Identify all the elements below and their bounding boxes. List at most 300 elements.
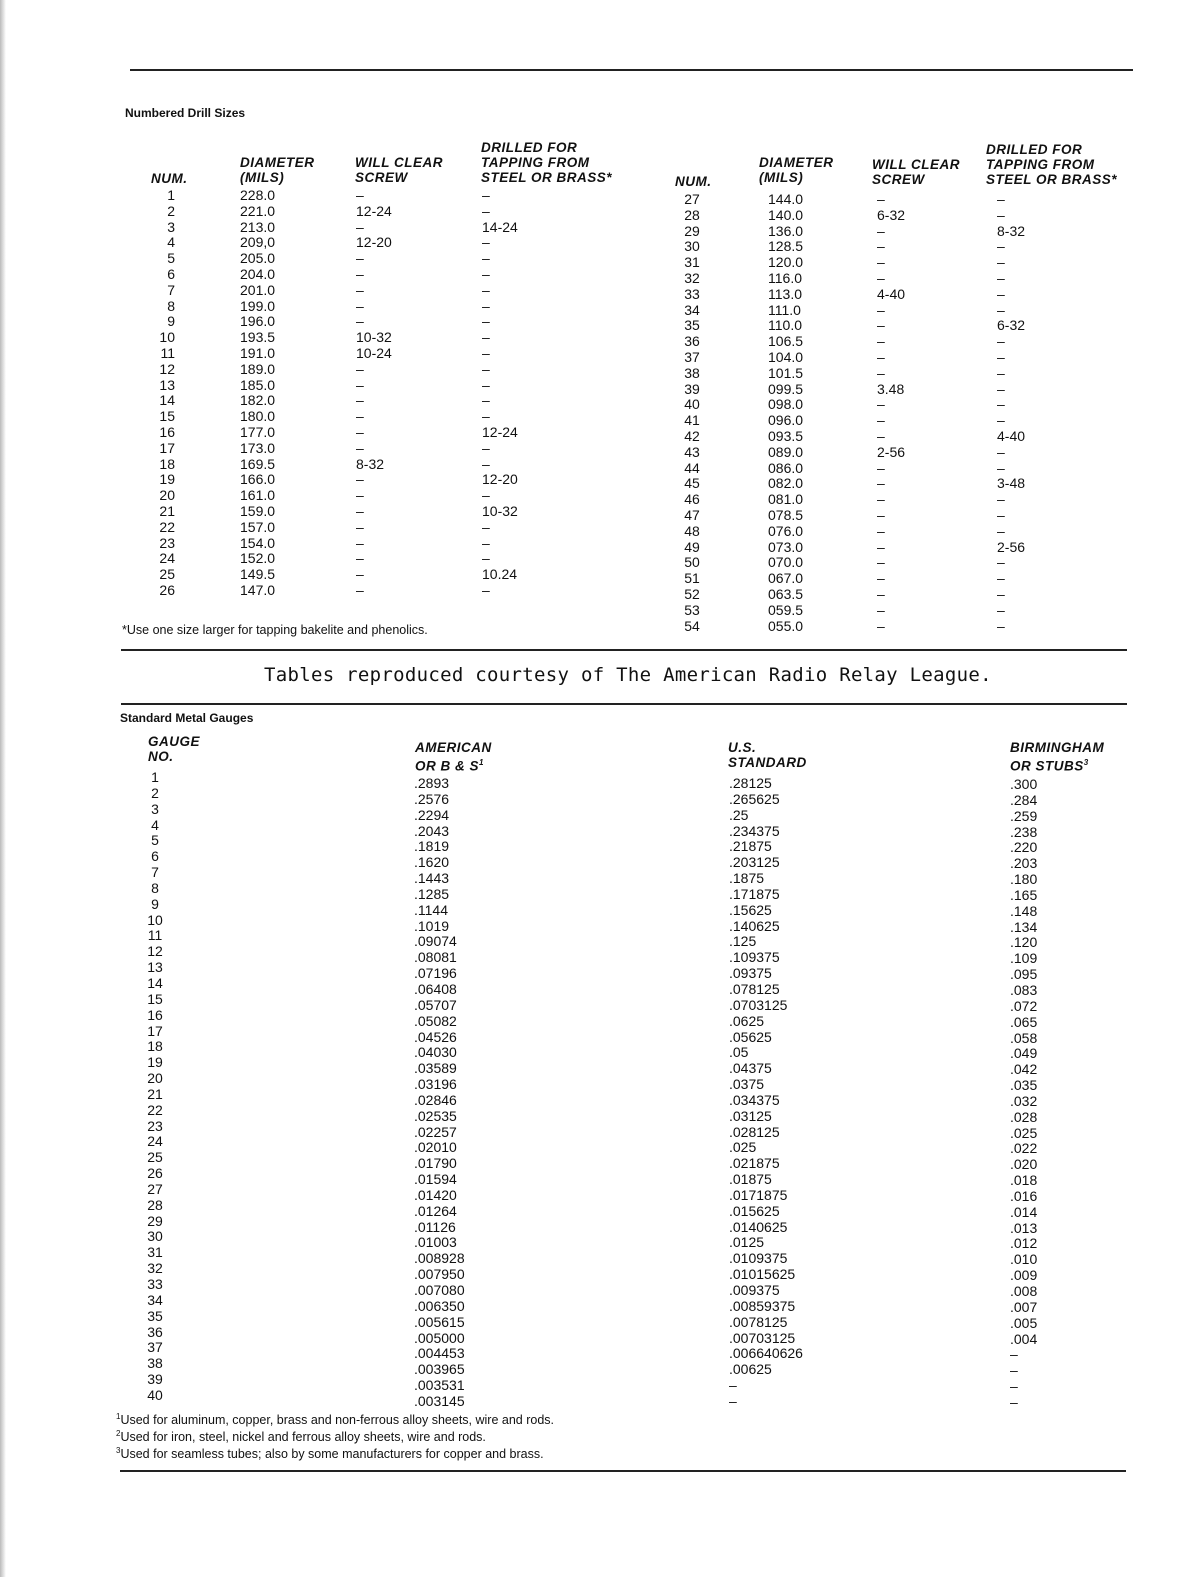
gauge-no-cell: 15 [147,990,163,1007]
gauge-no-cell: 38 [147,1355,163,1372]
drill-clear-cell: – [356,423,364,440]
drill-right-num-column [672,192,712,634]
top-rule [130,69,1133,71]
drill-diameter-cell: 182.0 [240,392,276,409]
gauge-no-cell: 29 [147,1212,163,1229]
drill-right-tap-column [997,192,1077,634]
gauge-us-cell: .140625 [729,917,780,934]
gauge-us-cell: .0375 [729,1076,765,1093]
drill-tap-cell: – [997,380,1005,397]
gauge-us-cell: – [729,1392,737,1409]
drill-diameter-cell: 193.5 [240,329,276,346]
drill-tap-cell: 6-32 [997,317,1026,334]
drill-clear-cell: – [877,317,885,334]
gauge-birmingham-cell: .180 [1010,871,1038,888]
drill-clear-cell: – [356,265,364,282]
drill-num-cell: 10 [159,329,175,346]
drill-right-diameter-column [768,192,848,634]
gauge-no-cell: 6 [151,848,159,865]
gauge-us-cell: .125 [729,933,757,950]
drill-num-cell: 4 [167,234,175,251]
drill-tap-cell: – [997,506,1005,523]
gauge-no-column [140,770,170,1404]
drill-diameter-cell: 177.0 [240,423,276,440]
gauge-american-cell: .2893 [414,775,450,791]
gauge-birmingham-cell: .120 [1010,934,1038,951]
gauge-birmingham-cell: .018 [1010,1172,1038,1189]
gauge-birmingham-cell: .165 [1010,886,1038,903]
drill-clear-cell: – [356,534,364,551]
gauge-no-cell: 19 [147,1054,163,1071]
gauge-us-cell: .234375 [729,822,780,839]
drill-diameter-cell: 128.5 [768,238,804,255]
drill-diameter-cell: 169.5 [240,455,276,472]
gauge-table-title: Standard Metal Gauges [120,711,254,725]
drill-table-title: Numbered Drill Sizes [125,106,246,120]
drill-clear-cell: – [877,522,885,539]
gauge-no-cell: 27 [147,1180,163,1197]
drill-tap-cell: 2-56 [997,538,1026,555]
drill-clear-cell: 3.48 [877,380,905,397]
drill-diameter-cell: 144.0 [768,191,804,207]
drill-num-cell: 24 [159,550,175,567]
gauge-us-cell: .203125 [729,854,780,871]
gauge-birmingham-cell: .238 [1010,823,1038,840]
gauge-no-cell: 25 [147,1149,163,1166]
drill-num-cell: 46 [684,491,700,508]
gauge-header-us: U.S. STANDARD [728,740,807,770]
drill-diameter-cell: 116.0 [768,269,802,286]
gauge-birmingham-cell: .004 [1010,1330,1038,1347]
drill-left-header-num: NUM. [151,171,188,186]
drill-num-cell: 18 [159,455,175,472]
drill-num-cell: 35 [684,317,700,334]
gauge-us-cell: .265625 [729,790,780,807]
drill-num-cell: 30 [684,238,700,255]
drill-num-cell: 27 [684,191,700,207]
gauge-american-cell: .01003 [414,1234,457,1251]
gauge-birmingham-cell: .008 [1010,1283,1038,1299]
gauge-birmingham-cell: .083 [1010,981,1038,998]
drill-left-header-diameter: DIAMETER (MILS) [240,155,315,185]
gauge-no-cell: 32 [147,1260,163,1277]
drill-diameter-cell: 166.0 [240,471,276,488]
drill-clear-cell: 10-24 [356,344,392,361]
drill-clear-cell: – [356,187,364,203]
gauge-us-cell: .00859375 [729,1297,796,1314]
drill-diameter-cell: 076.0 [768,522,804,539]
drill-tap-cell: – [997,570,1005,587]
drill-num-cell: 38 [684,364,700,381]
drill-clear-cell: – [356,581,364,598]
drill-num-cell: 21 [159,502,175,519]
drill-diameter-cell: 209,0 [240,234,276,251]
drill-diameter-cell: 201.0 [240,281,276,298]
drill-clear-cell: 8-32 [356,455,385,472]
drill-clear-cell: – [877,570,885,587]
drill-diameter-cell: 055.0 [768,617,804,634]
drill-diameter-cell: 070.0 [768,554,804,571]
gauge-no-cell: 26 [147,1165,163,1182]
gauge-no-cell: 13 [147,959,163,976]
drill-num-cell: 8 [167,297,175,314]
gauge-us-cell: .01015625 [729,1266,796,1283]
drill-num-cell: 50 [684,554,700,571]
drill-num-cell: 31 [684,254,700,271]
gauge-no-cell: 35 [147,1307,163,1324]
drill-num-cell: 33 [684,285,700,302]
gauge-us-cell: .171875 [729,885,780,902]
drill-num-cell: 14 [159,392,175,409]
gauge-top-rule [121,703,1127,705]
gauge-no-cell: 24 [147,1133,163,1150]
drill-num-cell: 43 [684,443,700,460]
gauge-header-american: AMERICAN OR B & $S^1$ [415,740,492,774]
gauge-birmingham-cell: .025 [1010,1124,1038,1141]
drill-tap-cell: – [482,313,490,330]
footnote-text: Used for aluminum, copper, brass and non-ferrous alloy sheets, wire and rods. [120,1413,555,1428]
drill-tap-cell: – [997,333,1005,350]
gauge-birmingham-cell: .109 [1010,950,1038,967]
drill-left-header-clear: WILL CLEAR SCREW [355,155,443,185]
gauge-birmingham-cell: .028 [1010,1108,1038,1125]
drill-clear-cell: – [356,360,364,377]
drill-diameter-cell: 157.0 [240,518,276,535]
gauge-no-cell: 16 [147,1006,163,1023]
gauge-us-cell: .05625 [729,1028,772,1045]
drill-clear-cell: – [877,269,885,286]
gauge-no-cell: 37 [147,1339,163,1356]
drill-clear-cell: – [877,491,885,508]
drill-tap-cell: – [482,487,490,504]
gauge-us-cell: .021875 [729,1155,780,1172]
drill-diameter-cell: 159.0 [240,502,276,519]
gauge-us-cell: .0078125 [729,1313,788,1330]
drill-diameter-cell: 221.0 [240,202,276,219]
drill-num-cell: 1 [167,187,175,203]
drill-diameter-cell: 089.0 [768,443,804,460]
footnote-text: Used for seamless tubes; also by some manufacturers for copper and brass. [120,1447,544,1462]
drill-diameter-cell: 063.5 [768,585,804,602]
drill-clear-cell: – [877,333,885,350]
gauge-no-cell: 40 [147,1386,163,1403]
drill-tap-cell: – [482,187,490,203]
drill-tap-cell: – [997,396,1005,413]
gauge-american-cell: .007080 [414,1282,465,1298]
drill-clear-cell: – [356,218,364,235]
drill-tap-cell: – [482,550,490,567]
gauge-birmingham-cell: .049 [1010,1045,1038,1062]
drill-num-cell: 20 [159,487,175,504]
gauge-birmingham-cell: .005 [1010,1314,1038,1331]
gauge-no-cell: 4 [151,816,159,833]
gauge-american-cell: .2294 [414,806,450,823]
drill-clear-cell: 12-20 [356,234,392,251]
gauge-us-cell: .034375 [729,1091,780,1108]
gauge-header-no: GAUGE NO. [148,734,201,764]
drill-tap-cell: 10-32 [482,502,518,519]
gauge-us-cell: .04375 [729,1060,772,1077]
drill-tap-cell: – [997,269,1005,286]
drill-tap-cell: – [997,491,1005,508]
gauge-american-cell: .1620 [414,854,450,871]
gauge-american-cell: .01264 [414,1202,457,1219]
drill-num-cell: 5 [167,250,175,267]
gauge-birmingham-cell: .009 [1010,1267,1038,1284]
drill-diameter-cell: 081.0 [768,491,804,508]
drill-clear-cell: – [877,506,885,523]
gauge-american-cell: .006350 [414,1297,465,1314]
drill-clear-cell: – [877,538,885,555]
drill-clear-cell: – [356,297,364,314]
gauge-american-cell: .003145 [414,1392,465,1409]
gauge-us-cell: .0109375 [729,1250,788,1267]
drill-num-cell: 29 [684,222,700,239]
gauge-birmingham-cell: .035 [1010,1077,1038,1094]
drill-footnote: *Use one size larger for tapping bakelite and phenolics. [122,623,428,637]
gauge-birmingham-cell: .014 [1010,1203,1038,1220]
drill-diameter-cell: 067.0 [768,570,804,587]
drill-clear-cell: – [877,238,885,255]
gauge-no-cell: 31 [147,1244,163,1261]
drill-clear-cell: – [877,475,885,492]
gauge-footnote [116,1427,554,1444]
footnote-mark: 3 [116,1446,121,1456]
drill-left-num-column [140,188,175,599]
scan-left-edge [0,0,6,1577]
drill-tap-cell: – [997,285,1005,302]
drill-num-cell: 3 [167,218,175,235]
drill-diameter-cell: 106.5 [768,333,804,350]
gauge-birmingham-cell: .134 [1010,918,1038,935]
gauge-american-cell: .07196 [414,965,457,982]
gauge-us-cell: .28125 [729,775,772,791]
gauge-us-cell: .0625 [729,1012,765,1029]
gauge-american-cell: .004453 [414,1345,465,1362]
drill-num-cell: 22 [159,518,175,535]
gauge-american-cell: .005615 [414,1313,465,1330]
gauge-birmingham-cell: .095 [1010,966,1038,983]
drill-clear-cell: – [356,471,364,488]
drill-tap-cell: – [482,265,490,282]
gauge-american-cell: .02257 [414,1123,457,1140]
gauge-us-cell: .0171875 [729,1186,788,1203]
drill-diameter-cell: 104.0 [768,348,804,365]
gauge-birmingham-cell: .284 [1010,791,1038,808]
drill-clear-cell: – [877,601,885,618]
gauge-birmingham-cell: .022 [1010,1140,1038,1157]
drill-tap-cell: 12-24 [482,423,518,440]
gauge-birmingham-cell: .148 [1010,902,1038,919]
drill-clear-cell: – [356,518,364,535]
gauge-no-cell: 12 [147,943,163,960]
drill-tap-cell: – [997,254,1005,271]
gauge-birmingham-cell: – [1010,1393,1018,1410]
gauge-birmingham-column [1010,777,1070,1411]
gauge-us-cell: .009375 [729,1282,780,1298]
drill-clear-cell: – [356,392,364,409]
drill-diameter-cell: 111.0 [768,301,801,318]
drill-num-cell: 12 [159,360,175,377]
drill-clear-cell: – [356,376,364,393]
gauge-no-cell: 33 [147,1276,163,1292]
gauge-american-cell: .1144 [414,901,448,918]
drill-tap-cell: – [482,392,490,409]
gauge-american-cell: .01790 [414,1155,457,1172]
drill-clear-cell: – [877,301,885,318]
drill-diameter-cell: 228.0 [240,187,276,203]
gauge-us-cell: .025 [729,1139,757,1156]
drill-clear-cell: – [356,566,364,583]
drill-diameter-cell: 152.0 [240,550,276,567]
gauge-no-cell: 30 [147,1228,163,1245]
gauge-birmingham-cell: .042 [1010,1061,1038,1078]
drill-tap-cell: – [997,617,1005,634]
drill-tap-cell: 12-20 [482,471,518,488]
gauge-american-cell: .01420 [414,1186,457,1203]
gauge-birmingham-cell: – [1010,1362,1018,1379]
footnote-text: Used for iron, steel, nickel and ferrous alloy sheets, wire and rods. [120,1430,486,1445]
drill-num-cell: 48 [684,522,700,539]
drill-diameter-cell: 173.0 [240,439,276,456]
drill-clear-cell: – [356,408,364,425]
drill-tap-cell: – [482,281,490,298]
gauge-us-cell: .03125 [729,1107,772,1124]
drill-tap-cell: – [997,585,1005,602]
gauge-no-cell: 21 [147,1085,163,1102]
drill-right-clear-column [877,192,957,634]
gauge-american-column [414,776,504,1410]
gauge-birmingham-cell: .013 [1010,1219,1038,1236]
drill-clear-cell: – [877,412,885,429]
gauge-us-cell: .028125 [729,1123,780,1140]
drill-diameter-cell: 147.0 [240,581,276,598]
drill-tap-cell: – [482,439,490,456]
drill-tap-cell: – [482,376,490,393]
drill-num-cell: 53 [684,601,700,618]
drill-num-cell: 15 [159,408,175,425]
drill-clear-cell: 10-32 [356,329,392,346]
gauge-no-cell: 2 [151,784,159,801]
drill-diameter-cell: 099.5 [768,380,804,397]
drill-tap-cell: – [997,238,1005,255]
drill-num-cell: 51 [684,570,700,587]
gauge-birmingham-cell: .072 [1010,997,1038,1014]
drill-diameter-cell: 136.0 [768,222,804,239]
drill-clear-cell: – [356,550,364,567]
gauge-us-cell: .1875 [729,870,765,887]
gauge-us-column [729,776,839,1410]
gauge-no-cell: 18 [147,1038,163,1055]
gauge-header-birmingham: BIRMINGHAM OR STUBS$^3$ [1010,740,1105,774]
gauge-no-cell: 1 [151,769,159,785]
drill-clear-cell: – [877,191,885,207]
drill-num-cell: 26 [159,581,175,598]
gauge-us-cell: .09375 [729,965,772,982]
gauge-no-cell: 34 [147,1291,163,1308]
drill-clear-cell: 6-32 [877,206,906,223]
gauge-american-cell: .1819 [414,838,450,855]
drill-clear-cell: – [877,396,885,413]
drill-num-cell: 42 [684,427,700,444]
drill-diameter-cell: 078.5 [768,506,804,523]
footnote-mark: 1 [116,1412,121,1421]
drill-num-cell: 52 [684,585,700,602]
drill-diameter-cell: 059.5 [768,601,804,618]
drill-clear-cell: – [356,487,364,504]
drill-tap-cell: – [482,581,490,598]
gauge-american-cell: .02535 [414,1107,457,1124]
gauge-american-cell: .05707 [414,996,457,1013]
gauge-no-cell: 7 [151,864,159,881]
credit-line: Tables reproduced courtesy of The American Radio Relay League. [264,664,992,686]
drill-diameter-cell: 191.0 [240,344,276,361]
drill-diameter-cell: 082.0 [768,475,804,492]
gauge-american-cell: .03589 [414,1060,457,1077]
drill-clear-cell: – [356,439,364,456]
gauge-us-cell: .078125 [729,980,780,997]
drill-tap-cell: – [997,206,1005,223]
drill-diameter-cell: 073.0 [768,538,804,555]
drill-clear-cell: 12-24 [356,202,392,219]
drill-diameter-cell: 204.0 [240,265,276,282]
drill-num-cell: 28 [684,206,700,223]
gauge-no-cell: 10 [147,911,163,928]
gauge-american-cell: .04526 [414,1028,457,1045]
drill-tap-cell: – [997,364,1005,381]
gauge-birmingham-cell: .259 [1010,807,1038,824]
drill-tap-cell: – [482,518,490,535]
drill-num-cell: 39 [684,380,700,397]
drill-diameter-cell: 101.5 [768,364,804,381]
gauge-no-cell: 39 [147,1371,163,1388]
gauge-american-cell: .04030 [414,1044,457,1061]
drill-left-diameter-column [240,188,320,599]
gauge-american-cell: .03196 [414,1076,457,1093]
drill-tap-cell: – [997,348,1005,365]
gauge-american-cell: .06408 [414,980,457,997]
drill-num-cell: 2 [167,202,175,219]
gauge-no-cell: 23 [147,1117,163,1134]
drill-diameter-cell: 205.0 [240,250,276,267]
drill-tap-cell: – [482,534,490,551]
drill-diameter-cell: 213.0 [240,218,276,235]
gauge-no-cell: 20 [147,1070,163,1087]
gauge-us-cell: .25 [729,806,749,823]
gauge-no-cell: 14 [147,974,163,991]
gauge-no-cell: 22 [147,1101,163,1118]
gauge-birmingham-cell: .300 [1010,776,1038,792]
drill-clear-cell: – [877,364,885,381]
drill-num-cell: 49 [684,538,700,555]
gauge-american-cell: .007950 [414,1266,465,1283]
drill-clear-cell: – [356,313,364,330]
gauge-no-cell: 17 [147,1022,163,1039]
gauge-birmingham-cell: .032 [1010,1092,1038,1109]
gauge-bottom-rule [120,1470,1126,1472]
drill-tap-cell: 8-32 [997,222,1026,239]
drill-right-header-tap: DRILLED FOR TAPPING FROM STEEL OR BRASS* [986,142,1118,187]
drill-tap-cell: – [482,250,490,267]
footnote-mark: 2 [116,1429,121,1439]
gauge-us-cell: .109375 [729,949,780,966]
gauge-american-cell: .02846 [414,1091,457,1108]
drill-tap-cell: – [997,554,1005,571]
drill-diameter-cell: 086.0 [768,459,804,476]
drill-clear-cell: – [356,250,364,267]
gauge-birmingham-cell: .016 [1010,1187,1038,1204]
drill-clear-cell: – [877,585,885,602]
